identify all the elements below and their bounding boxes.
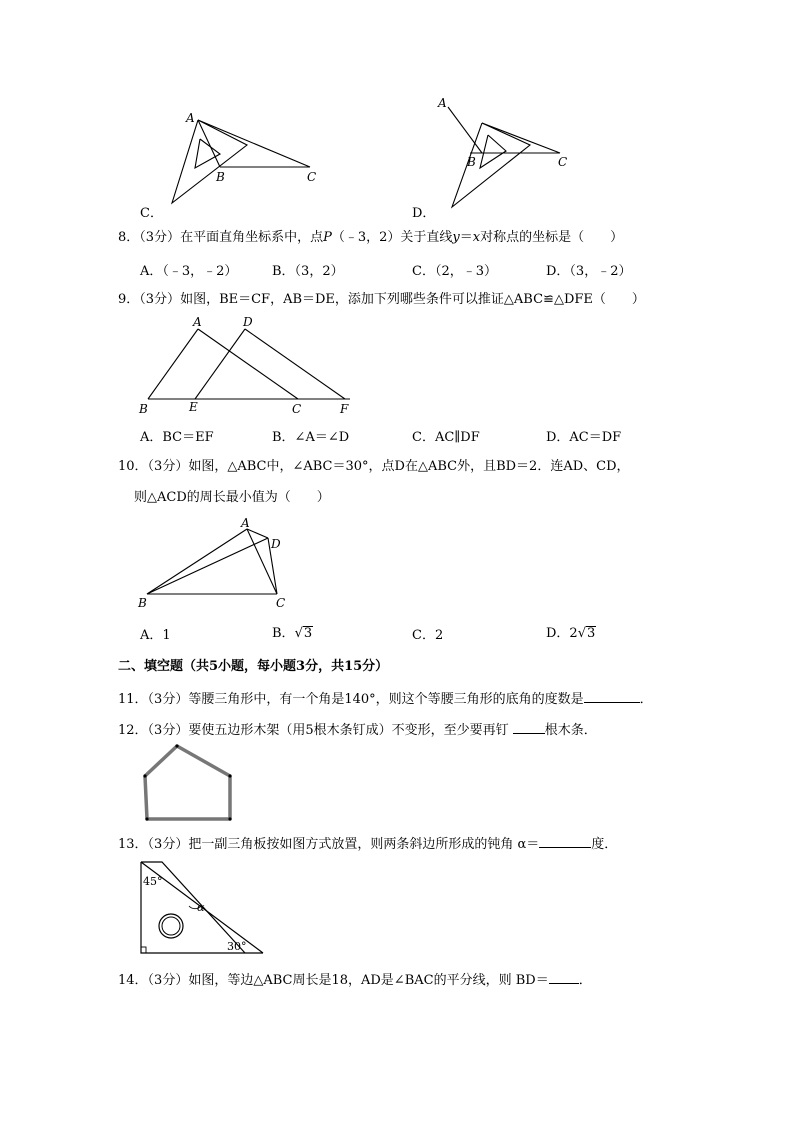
q8-option-c: C．（2，﹣3） [412,264,497,279]
q7-option-d-label: D． [412,206,436,221]
q12-stem: 12．（3分）要使五边形木架（用5根木条钉成）不变形，至少要再钉 根木条． [118,719,597,740]
q9-stem: 9．（3分）如图，BE＝CF，AB＝DE，添加下列哪些条件可以推证△ABC≌△DFE（ ） [118,292,645,307]
q14-answer-blank[interactable] [549,969,579,984]
q9-option-c: C．AC∥DF [412,430,480,445]
q10-label-c: C [276,596,286,610]
q7-option-c-label: C． [140,206,163,221]
q9-label-f: F [340,402,349,416]
q9-label-c: C [292,402,302,416]
q12-answer-blank[interactable] [513,719,545,734]
q13-stem: 13．（3分）把一副三角板按如图方式放置，则两条斜边所形成的钝角 α＝ 度． [118,833,617,854]
q10-label-b: B [138,596,147,610]
q10-figure [130,514,300,614]
q7d-label-a: A [438,96,447,110]
q10-option-b: B．√3 [272,626,313,641]
q7c-label-a: A [186,111,195,125]
q10-label-d: D [271,537,281,551]
q10-label-a: A [241,516,250,530]
q8-option-b: B．（3，2） [272,264,344,279]
q9-option-a: A．BC＝EF [140,430,214,445]
q10-option-d: D．2√3 [546,626,596,641]
q8-stem: 8．（3分）在平面直角坐标系中，点P（﹣3，2）关于直线y＝x对称点的坐标是（ ） [118,230,624,245]
q13-set-squares-figure [135,858,270,958]
q7-figure-c [140,105,340,205]
q13-angle-45: 45° [143,875,163,888]
q9-label-e: E [189,400,198,414]
q10-option-c: C．2 [412,628,444,643]
q7c-label-c: C [307,170,317,184]
q12-pentagon-figure [130,740,245,825]
q7-figure-d [430,95,630,215]
q9-label-a: A [193,315,202,329]
q13-angle-alpha: α [197,901,205,914]
q7c-label-b: B [216,170,225,184]
q11-answer-blank[interactable] [584,688,640,703]
q8-option-a: A．（﹣3，﹣2） [140,264,238,279]
q7d-label-b: B [467,155,476,169]
section-2-title: 二、填空题（共5小题，每小题3分，共15分） [118,659,389,674]
q9-figure [135,312,365,417]
q9-label-b: B [139,402,148,416]
q11-stem: 11．（3分）等腰三角形中，有一个角是140°，则这个等腰三角形的底角的度数是 ． [118,688,653,709]
q9-label-d: D [243,315,253,329]
q7d-label-c: C [558,155,568,169]
q10-stem-line2: 则△ACD的周长最小值为（ ） [134,490,330,505]
q10-option-a: A．1 [140,628,171,643]
q9-option-d: D．AC＝DF [546,430,622,445]
q13-answer-blank[interactable] [539,833,591,848]
q13-angle-30: 30° [227,940,247,953]
q9-option-b: B．∠A＝∠D [272,430,350,445]
q8-option-d: D．（3，﹣2） [546,264,632,279]
q10-stem-line1: 10．（3分）如图，△ABC中，∠ABC＝30°，点D在△ABC外，且BD＝2．连AD、CD， [118,459,630,474]
q14-stem: 14．（3分）如图，等边△ABC周长是18，AD是∠BAC的平分线，则 BD＝ ． [118,969,592,990]
